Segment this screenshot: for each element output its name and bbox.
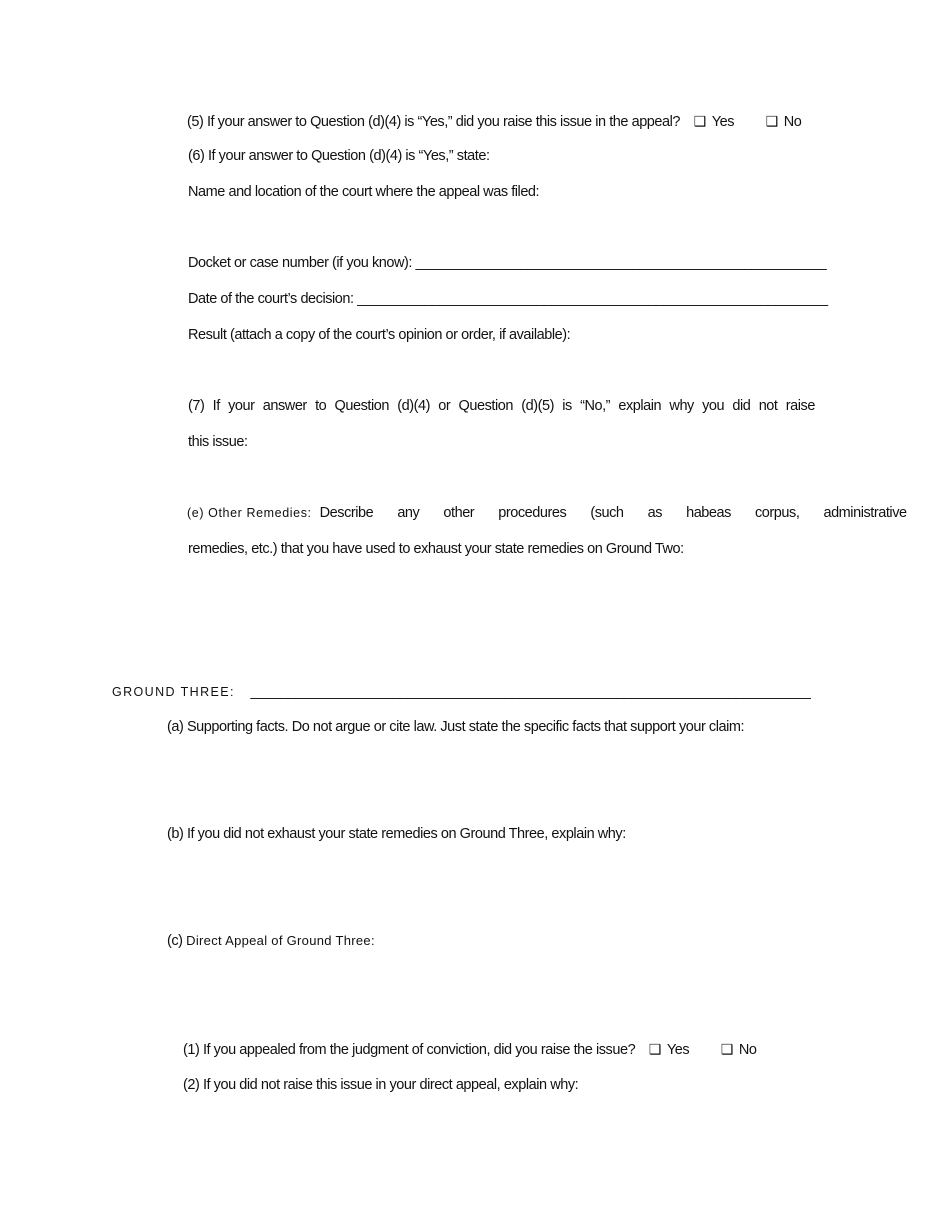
ground-three-blank[interactable]: ___________________________________________________________________________ [250, 684, 811, 700]
no-label-q5: No [783, 114, 802, 130]
docket-blank[interactable]: _______________________________________________________ [415, 255, 827, 271]
checkbox-yes-q5[interactable]: ❑ [693, 113, 706, 129]
direct-appeal-row [167, 932, 375, 950]
word: (7) [188, 398, 205, 414]
yes-label-q5: Yes [711, 114, 735, 130]
word: or [438, 398, 451, 414]
other-remedies-line1 [187, 504, 907, 522]
checkbox-no-c1[interactable]: ❑ [720, 1041, 733, 1057]
ground-three-label: GROUND THREE: [112, 685, 235, 699]
question-c2-text: (2) If you did not raise this issue in your direct appeal, explain why: [183, 1077, 579, 1093]
court-name-label: Name and location of the court where the appeal was filed: [188, 184, 540, 200]
question-6-text: (6) If your answer to Question (d)(4) is “Yes,” state: [188, 148, 490, 164]
word: raise [785, 398, 815, 414]
result-label: Result (attach a copy of the court’s opinion or order, if available): [188, 327, 571, 343]
date-label: Date of the court’s decision: [188, 291, 354, 307]
yes-label-c1: Yes [666, 1042, 690, 1058]
no-label-c1: No [738, 1042, 757, 1058]
date-blank[interactable]: _______________________________________________________________ [357, 291, 828, 307]
word: as [647, 505, 663, 521]
other-remedies-label: (e) Other Remedies: [187, 506, 312, 520]
word: not [758, 398, 778, 414]
word: explain [618, 398, 662, 414]
word: any [397, 505, 420, 521]
question-7-line1 [188, 397, 815, 415]
word: Describe [319, 505, 374, 521]
word: did [732, 398, 751, 414]
docket-label: Docket or case number (if you know): [188, 255, 412, 271]
exhaust-remedies-text: (b) If you did not exhaust your state remedies on Ground Three, explain why: [167, 826, 626, 842]
other-remedies-line2: remedies, etc.) that you have used to exhaust your state remedies on Ground Two: [188, 541, 684, 557]
word: answer [262, 398, 307, 414]
word: other [443, 505, 475, 521]
word: you [702, 398, 725, 414]
question-7-line2: this issue: [188, 434, 248, 450]
word: your [228, 398, 255, 414]
question-5-row [187, 112, 801, 131]
word: administrative [823, 505, 907, 521]
direct-appeal-label: Direct Appeal of Ground Three: [186, 933, 375, 948]
checkbox-yes-c1[interactable]: ❑ [648, 1041, 661, 1057]
question-5-text: (5) If your answer to Question (d)(4) is “Yes,” did you raise this issue in the appeal? [187, 114, 681, 130]
word: (d)(4) [397, 398, 430, 414]
checkbox-no-q5[interactable]: ❑ [765, 113, 778, 129]
word: procedures [498, 505, 567, 521]
docket-row [188, 254, 826, 272]
word: why [669, 398, 694, 414]
word: (d)(5) [521, 398, 554, 414]
word: is [562, 398, 572, 414]
other-remedies-words [320, 504, 907, 522]
ground-three-row [112, 683, 810, 701]
word: “No,” [580, 398, 611, 414]
question-c1-row [183, 1040, 757, 1059]
question-c1-text: (1) If you appealed from the judgment of conviction, did you raise the issue? [183, 1042, 636, 1058]
word: habeas [686, 505, 731, 521]
word: corpus, [755, 505, 800, 521]
word: to [315, 398, 327, 414]
word: If [212, 398, 220, 414]
word: Question [334, 398, 389, 414]
date-row [188, 290, 827, 308]
word: Question [458, 398, 513, 414]
word: (such [590, 505, 624, 521]
supporting-facts-text: (a) Supporting facts. Do not argue or cite law. Just state the specific facts that support your claim: [167, 719, 745, 735]
direct-appeal-prefix: (c) [167, 933, 183, 949]
